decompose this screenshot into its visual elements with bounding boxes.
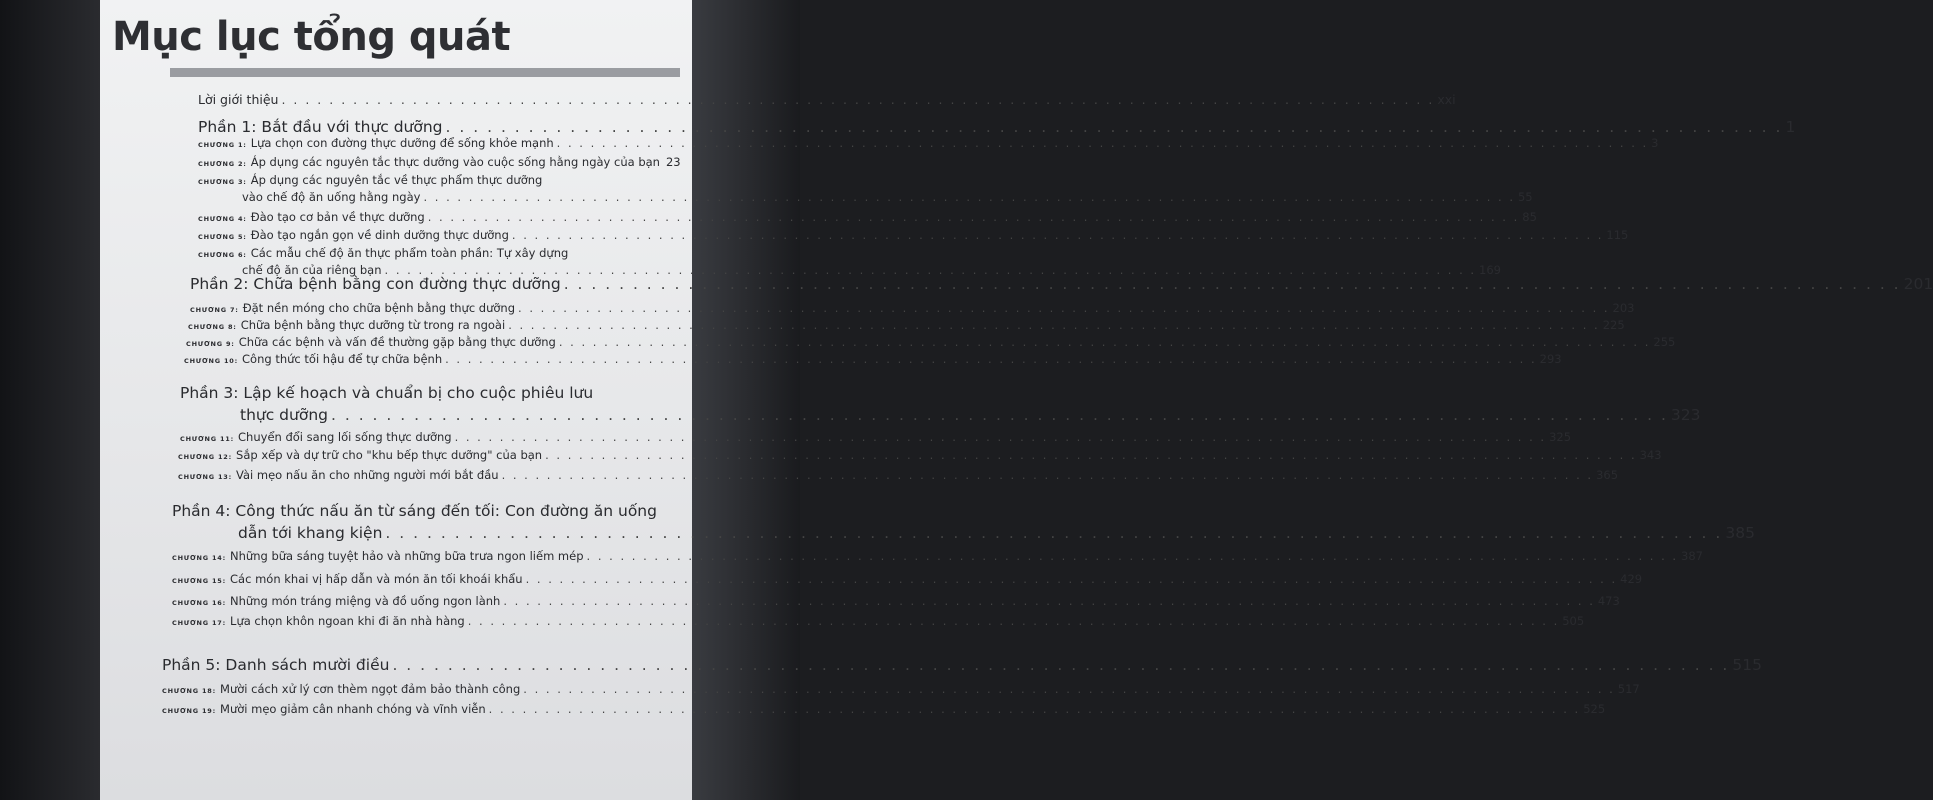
chapter-label: Các món khai vị hấp dẫn và món ăn tối khoái khẩu	[230, 572, 523, 586]
chapter-label: Chuyển đổi sang lối sống thực dưỡng	[238, 430, 452, 444]
toc-chapter-6	[198, 246, 569, 260]
leader-dots	[564, 275, 1901, 293]
part-label: Phần 1: Bắt đầu với thực dưỡng	[198, 118, 443, 136]
part-page: 515	[1732, 656, 1762, 674]
toc-part-3	[180, 384, 594, 402]
leader-dots	[526, 572, 1618, 586]
chapter-label: Áp dụng các nguyên tắc về thực phẩm thực dưỡng	[250, 173, 543, 187]
leader-dots	[545, 448, 1637, 462]
chapter-label: Chữa bệnh bằng thực dưỡng từ trong ra ngoài	[240, 318, 506, 332]
leader-dots	[508, 318, 1600, 332]
leader-dots	[281, 92, 1434, 107]
chapter-label: Áp dụng các nguyên tắc thực dưỡng vào cuộc sống hằng ngày của bạn	[250, 155, 660, 169]
chapter-tag: CHƯƠNG 3:	[198, 178, 247, 186]
leader-dots	[489, 702, 1581, 716]
toc-part-3-cont	[240, 406, 1701, 424]
leader-dots	[455, 430, 1547, 444]
leader-dots	[423, 190, 1515, 204]
leader-dots	[503, 594, 1595, 608]
toc-chapter-13	[178, 468, 1619, 482]
chapter-tag: CHƯƠNG 19:	[162, 707, 217, 715]
chapter-page: 517	[1617, 682, 1640, 696]
toc-chapter-16	[172, 594, 1620, 608]
toc-chapter-12	[178, 448, 1662, 462]
leader-dots	[557, 136, 1649, 150]
chapter-tag: CHƯƠNG 5:	[198, 233, 247, 241]
toc-intro-label: Lời giới thiệu	[198, 92, 279, 107]
toc-chapter-2	[198, 155, 681, 169]
toc-intro	[198, 92, 1456, 107]
toc-chapter-7	[190, 301, 1635, 315]
chapter-label: Đặt nền móng cho chữa bệnh bằng thực dưỡng	[242, 301, 516, 315]
chapter-label: Đào tạo cơ bản về thực dưỡng	[250, 210, 425, 224]
chapter-tag: CHƯƠNG 15:	[172, 577, 227, 585]
chapter-label: Đào tạo ngắn gọn về dinh dưỡng thực dưỡng	[250, 228, 509, 242]
chapter-label-cont: vào chế độ ăn uống hằng ngày	[242, 190, 421, 204]
chapter-tag: CHƯƠNG 12:	[178, 453, 233, 461]
part-label: Phần 4: Công thức nấu ăn từ sáng đến tối: Con đường ăn uống	[172, 502, 657, 520]
leader-dots	[587, 549, 1679, 563]
leader-dots	[428, 210, 1520, 224]
part-label-cont: thực dưỡng	[240, 406, 328, 424]
chapter-tag: CHƯƠNG 4:	[198, 215, 247, 223]
chapter-page: 293	[1539, 352, 1562, 366]
part-label-cont: dẫn tới khang kiện	[238, 524, 383, 542]
chapter-page: 225	[1602, 318, 1625, 332]
toc-chapter-4	[198, 210, 1537, 224]
toc-chapter-9	[186, 335, 1676, 349]
chapter-label: Các mẫu chế độ ăn thực phẩm toàn phần: Tự xây dựng	[250, 246, 569, 260]
leader-dots	[392, 656, 1729, 674]
leader-dots	[523, 682, 1615, 696]
toc-chapter-8	[188, 318, 1625, 332]
chapter-tag: CHƯƠNG 1:	[198, 141, 247, 149]
part-page: 323	[1670, 406, 1701, 424]
leader-dots	[502, 468, 1594, 482]
chapter-label: Lựa chọn khôn ngoan khi đi ăn nhà hàng	[230, 614, 465, 628]
toc-part-4-cont	[238, 524, 1755, 542]
toc-chapter-15	[172, 572, 1643, 586]
leader-dots	[331, 406, 1668, 424]
chapter-page: 203	[1612, 301, 1635, 315]
chapter-tag: CHƯƠNG 18:	[162, 687, 217, 695]
part-label: Phần 2: Chữa bệnh bằng con đường thực dưỡng	[190, 275, 561, 293]
chapter-label: Mười cách xử lý cơn thèm ngọt đảm bảo thành công	[220, 682, 521, 696]
toc-chapter-3	[198, 173, 543, 187]
chapter-page: 85	[1522, 210, 1537, 224]
chapter-tag: CHƯƠNG 17:	[172, 619, 227, 627]
toc-chapter-17	[172, 614, 1585, 628]
toc-chapter-5	[198, 228, 1629, 242]
toc-intro-page: xxi	[1437, 92, 1456, 107]
toc-part-2	[190, 275, 1933, 293]
chapter-tag: CHƯƠNG 11:	[180, 435, 235, 443]
chapter-label: Mười mẹo giảm cân nhanh chóng và vĩnh viễn	[220, 702, 486, 716]
book-spine-shadow	[0, 0, 100, 800]
chapter-page: 55	[1517, 190, 1533, 204]
leader-dots	[559, 335, 1651, 349]
part-label: Phần 3: Lập kế hoạch và chuẩn bị cho cuộc phiêu lưu	[180, 384, 594, 402]
chapter-tag: CHƯƠNG 9:	[186, 340, 235, 348]
chapter-label: Sắp xếp và dự trữ cho "khu bếp thực dưỡng" của bạn	[236, 448, 543, 462]
chapter-page: 115	[1606, 228, 1629, 242]
part-label: Phần 5: Danh sách mười điều	[162, 656, 390, 674]
chapter-tag: CHƯƠNG 8:	[188, 323, 237, 331]
toc-chapter-10	[184, 352, 1562, 366]
chapter-page: 473	[1597, 594, 1620, 608]
chapter-tag: CHƯƠNG 13:	[178, 473, 233, 481]
chapter-page: 3	[1651, 136, 1659, 150]
chapter-page: 23	[665, 155, 681, 169]
chapter-page: 325	[1549, 430, 1572, 444]
chapter-page: 255	[1653, 335, 1676, 349]
chapter-page: 525	[1583, 702, 1606, 716]
chapter-label: Chữa các bệnh và vấn đề thường gặp bằng thực dưỡng	[238, 335, 556, 349]
toc-chapter-19	[162, 702, 1606, 716]
toc-chapter-1	[198, 136, 1659, 150]
leader-dots	[385, 524, 1722, 542]
part-page: 385	[1725, 524, 1755, 542]
table-of-contents	[100, 0, 1933, 800]
chapter-page: 505	[1562, 614, 1585, 628]
chapter-page: 387	[1681, 549, 1703, 563]
chapter-tag: CHƯƠNG 7:	[190, 306, 239, 314]
leader-dots	[445, 352, 1537, 366]
part-page: 1	[1785, 118, 1796, 136]
toc-chapter-3-cont	[242, 190, 1533, 204]
chapter-label: Những món tráng miệng và đồ uống ngon lành	[230, 594, 501, 608]
chapter-page: 429	[1620, 572, 1643, 586]
toc-part-4	[172, 502, 672, 520]
chapter-label: Những bữa sáng tuyệt hảo và những bữa trưa ngon liếm mép	[230, 549, 584, 563]
chapter-label-cont: chế độ ăn của riêng bạn	[242, 263, 382, 277]
book-page	[100, 0, 1933, 800]
part-page: 201	[1903, 275, 1933, 293]
toc-part-1	[198, 118, 1796, 136]
chapter-label: Lựa chọn con đường thực dưỡng để sống khỏe mạnh	[250, 136, 554, 150]
leader-dots	[512, 228, 1604, 242]
toc-chapter-11	[180, 430, 1572, 444]
toc-chapter-14	[172, 549, 1703, 563]
toc-part-5	[162, 656, 1762, 674]
toc-chapter-18	[162, 682, 1640, 696]
leader-dots	[446, 118, 1783, 136]
chapter-label: Vài mẹo nấu ăn cho những người mới bắt đầu	[236, 468, 499, 482]
chapter-tag: CHƯƠNG 16:	[172, 599, 227, 607]
chapter-page: 365	[1596, 468, 1619, 482]
page-title: Mục lục tổng quát	[112, 14, 511, 60]
chapter-tag: CHƯƠNG 14:	[172, 554, 227, 562]
chapter-tag: CHƯƠNG 6:	[198, 251, 247, 259]
chapter-tag: CHƯƠNG 2:	[198, 160, 247, 168]
leader-dots	[468, 614, 1560, 628]
chapter-page: 169	[1479, 263, 1501, 277]
chapter-page: 343	[1639, 448, 1662, 462]
leader-dots	[518, 301, 1610, 315]
chapter-tag: CHƯƠNG 10:	[184, 357, 239, 365]
chapter-label: Công thức tối hậu để tự chữa bệnh	[242, 352, 443, 366]
